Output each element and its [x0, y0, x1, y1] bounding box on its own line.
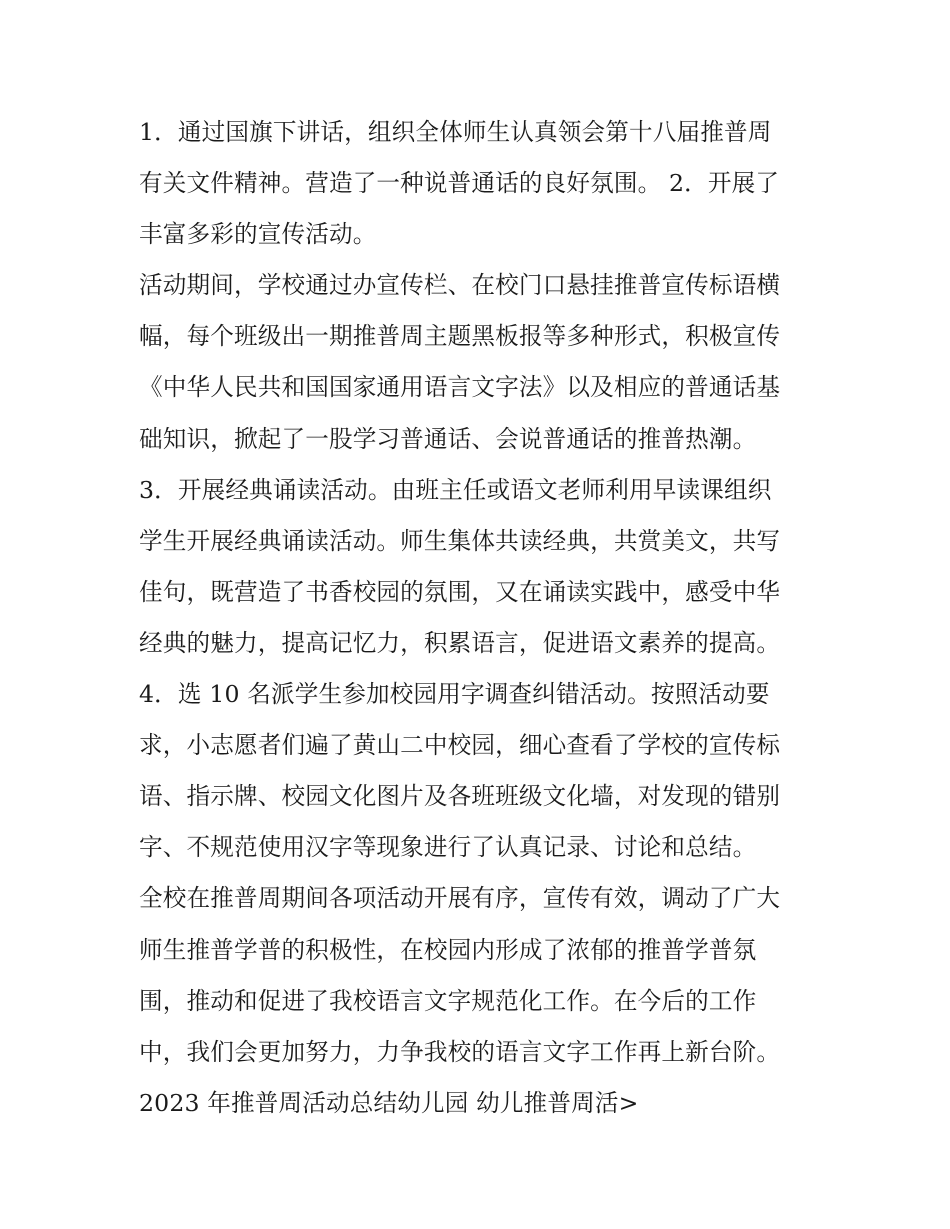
text-line: 幅，每个班级出一期推普周主题黑板报等多种形式，积极宣传	[139, 322, 781, 351]
text-line: 《中华人民共和国国家通用语言文字法》以及相应的普通话基	[139, 373, 781, 402]
text-line: 求，小志愿者们遍了黄山二中校园，细心查看了学校的宣传标	[139, 731, 781, 760]
text-line: 活动期间，学校通过办宣传栏、在校门口悬挂推普宣传标语横	[139, 271, 781, 300]
text-line: 字、不规范使用汉字等现象进行了认真记录、讨论和总结。	[139, 833, 757, 862]
text-line: 全校在推普周期间各项活动开展有序，宣传有效，调动了广大	[139, 884, 781, 913]
text-line: 佳句，既营造了书香校园的氛围，又在诵读实践中，感受中华	[139, 577, 781, 606]
text-line: 语、指示牌、校园文化图片及各班班级文化墙，对发现的错别	[139, 782, 781, 811]
text-line: 础知识，掀起了一股学习普通话、会说普通话的推普热潮。	[139, 424, 757, 453]
text-line: 1．通过国旗下讲话，组织全体师生认真领会第十八届推普周	[139, 118, 772, 146]
text-line: 中，我们会更加努力，力争我校的语言文字工作再上新台阶。	[139, 1037, 781, 1066]
text-line: 围，推动和促进了我校语言文字规范化工作。在今后的工作	[139, 986, 757, 1015]
text-line: 2023 年推普周活动总结幼儿园 幼儿推普周活>	[139, 1088, 639, 1117]
text-line: 4．选 10 名派学生参加校园用字调查纠错活动。按照活动要	[139, 680, 770, 709]
text-line: 学生开展经典诵读活动。师生集体共读经典，共赏美文，共写	[139, 526, 781, 555]
text-line: 经典的魅力，提高记忆力，积累语言，促进语文素养的提高。	[139, 628, 781, 657]
text-line: 丰富多彩的宣传活动。	[139, 220, 377, 249]
text-line: 师生推普学普的积极性，在校园内形成了浓郁的推普学普氛	[139, 935, 757, 964]
document-body	[139, 107, 819, 1129]
text-line: 有关文件精神。营造了一种说普通话的良好氛围。 2．开展了	[139, 169, 780, 198]
text-line: 3．开展经典诵读活动。由班主任或语文老师利用早读课组织	[139, 475, 772, 504]
